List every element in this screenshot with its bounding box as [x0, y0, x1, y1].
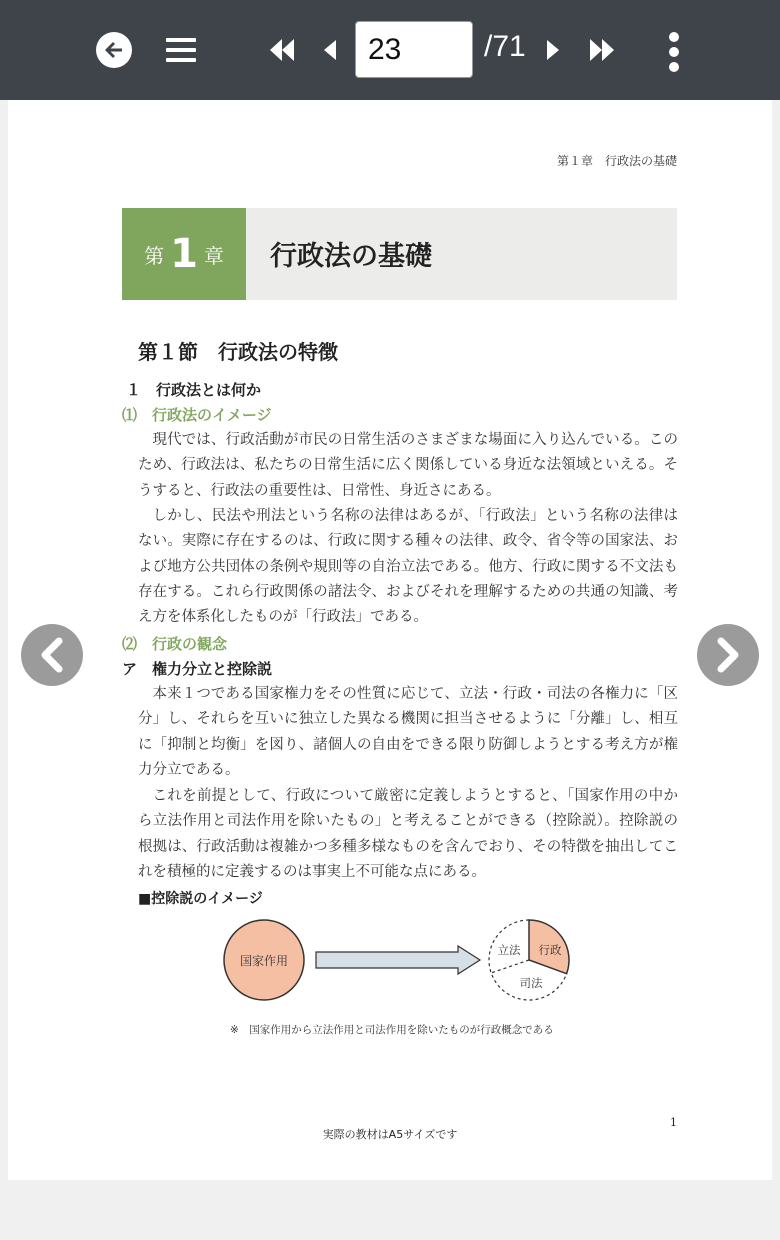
- pie-label-executive: 行政: [538, 943, 562, 957]
- chapter-header: [122, 208, 677, 300]
- back-button[interactable]: [96, 32, 132, 68]
- kebab-icon: [669, 32, 679, 42]
- subheading-concept: ⑵ 行政の観念: [122, 635, 228, 653]
- viewer-toolbar: [0, 0, 780, 100]
- paragraph-3: 本来１つである国家権力をその性質に応じて、立法・行政・司法の各権力に「区分」し、それらを互いに独立した異なる機関に担当させるように「分離」し、相互に「抑制と均衡」を図り、諸個人の自由をできる限り防御しようとする考え方が権力分立である。: [138, 686, 678, 778]
- menu-button[interactable]: [166, 36, 196, 64]
- previous-page-arrow[interactable]: [21, 624, 83, 686]
- chevron-right-icon: [713, 637, 743, 673]
- first-page-button[interactable]: [268, 36, 296, 64]
- state-action-label: 国家作用: [239, 954, 289, 968]
- running-head: 第１章 行政法の基礎: [556, 154, 677, 168]
- pie-label-legislative: 立法: [497, 943, 521, 957]
- kebab-icon-dot: [669, 62, 679, 72]
- arrow-left-icon: [102, 38, 126, 62]
- chapter-title: 行政法の基礎: [270, 241, 432, 272]
- figure-label: ■控除説のイメージ: [138, 891, 263, 907]
- prev-page-button[interactable]: [322, 36, 338, 64]
- arrow-right-icon: [316, 946, 480, 974]
- double-chevron-left-icon: [268, 39, 296, 61]
- triangle-right-icon: [547, 40, 559, 60]
- chapter-suffix: 章: [203, 243, 224, 268]
- pie-divider-left: [491, 960, 529, 973]
- hamburger-icon-bar: [166, 58, 196, 62]
- chevron-left-icon: [37, 637, 67, 673]
- paragraph-4: これを前提として、行政について厳密に定義しようとすると、「国家作用の中から立法作用と司法作用を除いたもの」と考えることができる（控除説）。控除説の根拠は、行政活動は複雑かつ多種多様なものを含んでおり、その特徴を抽出してこれを積極的に定義するのは事実上不可能な点にある。: [138, 788, 678, 880]
- paragraph-1: 現代では、行政活動が市民の日常生活のさまざまな場面に入り込んでいる。このため、行政法は、私たちの日常生活に広く関係している身近な法領域といえる。そうすると、行政法の重要性は、日常性、身近さにある。: [138, 432, 678, 499]
- heading-1: １ 行政法とは何か: [126, 381, 262, 399]
- section-title: 第１節 行政法の特徴: [138, 340, 338, 364]
- next-page-arrow[interactable]: [697, 624, 759, 686]
- chapter-prefix: 第: [144, 243, 165, 268]
- size-note: 実際の教材はA5サイズです: [322, 1128, 458, 1141]
- triangle-left-icon: [324, 40, 336, 60]
- page-total: /71: [484, 30, 526, 63]
- next-page-button[interactable]: [545, 36, 561, 64]
- page-number: 1: [670, 1116, 677, 1129]
- last-page-button[interactable]: [588, 36, 616, 64]
- chapter-number: [122, 208, 246, 300]
- chapter-digit: 1: [170, 231, 198, 277]
- double-chevron-right-icon: [588, 39, 616, 61]
- hamburger-icon: [166, 38, 196, 42]
- document-page: [8, 100, 772, 1180]
- hamburger-icon-bar: [166, 48, 196, 52]
- deduction-theory-diagram: [218, 910, 588, 1010]
- subheading-separation: ア 権力分立と控除説: [122, 660, 273, 678]
- paragraph-2: しかし、民法や刑法という名称の法律はあるが、「行政法」という名称の法律はない。実際に存在するのは、行政に関する種々の法律、政令、省令等の国家法、および地方公共団体の条例や規則等の自治立法である。他方、行政に関する不文法も存在する。これら行政関係の諸法令、およびそれを理解するための共通の知識、考え方を体系化したものが「行政法」である。: [138, 508, 678, 626]
- more-options-button[interactable]: [666, 32, 682, 72]
- subheading-image: ⑴ 行政法のイメージ: [122, 406, 272, 424]
- pie-label-judicial: 司法: [519, 976, 543, 990]
- page-number-input[interactable]: [355, 21, 473, 78]
- figure-note: ※ 国家作用から立法作用と司法作用を除いたものが行政概念である: [230, 1024, 554, 1036]
- kebab-icon-dot: [669, 47, 679, 57]
